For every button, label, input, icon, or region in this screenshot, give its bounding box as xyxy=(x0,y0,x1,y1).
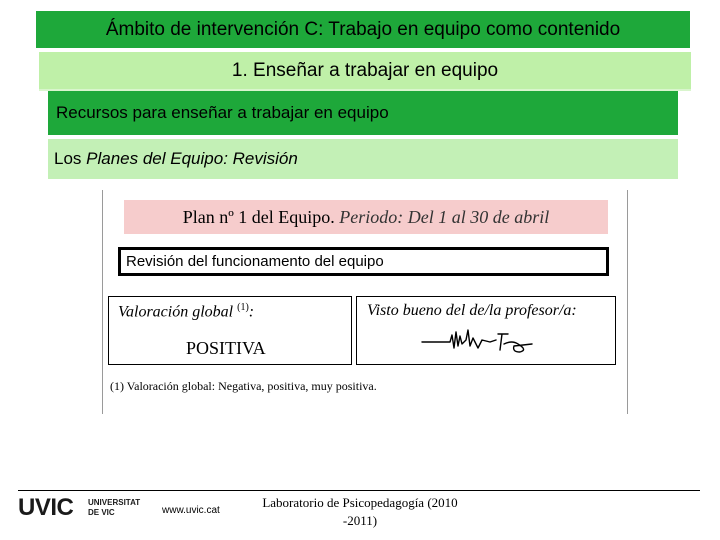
topic-suffix: : Revisión xyxy=(223,149,298,168)
global-rating-colon: : xyxy=(248,303,255,321)
topic-prefix: Los xyxy=(54,149,87,168)
footer-divider-left xyxy=(18,490,150,491)
global-rating-note: (1) xyxy=(237,302,249,313)
global-rating-label-text: Valoración global xyxy=(118,303,234,321)
footer-divider xyxy=(150,490,700,491)
logo-text-line2: DE VIC xyxy=(88,508,115,517)
website-link[interactable]: www.uvic.cat xyxy=(162,505,220,516)
plan-label: Plan nº 1 del Equipo. xyxy=(182,207,335,227)
lab-line1: Laboratorio de Psicopedagogía (2010 xyxy=(262,495,458,510)
uvic-logo-text xyxy=(88,498,158,518)
global-rating-value: POSITIVA xyxy=(186,338,266,358)
signature-icon xyxy=(420,326,535,356)
global-rating-label xyxy=(118,302,254,321)
logo-text-line1: UNIVERSITAT xyxy=(88,498,141,507)
review-title-box xyxy=(118,247,609,276)
topic-italic: Planes del Equipo xyxy=(86,149,224,168)
page-subtitle: 1. Enseñar a trabajar en equipo xyxy=(39,52,691,89)
plan-header xyxy=(124,200,608,234)
uvic-logo: UVIC xyxy=(18,494,74,521)
review-title: Revisión del funcionamento del equipo xyxy=(126,253,384,270)
section-title: Recursos para enseñar a trabajar en equipo xyxy=(48,91,678,135)
plan-period: Periodo: Del 1 al 30 de abril xyxy=(339,207,550,227)
topic-title xyxy=(48,139,678,179)
page-title: Ámbito de intervención C: Trabajo en equipo como contenido xyxy=(36,11,690,48)
lab-line2: -2011) xyxy=(342,513,378,528)
teacher-approval-label: Visto bueno del de/la profesor/a: xyxy=(367,302,577,319)
footnote: (1) Valoración global: Negativa, positiva, muy positiva. xyxy=(110,379,377,393)
lab-credit xyxy=(250,494,470,530)
